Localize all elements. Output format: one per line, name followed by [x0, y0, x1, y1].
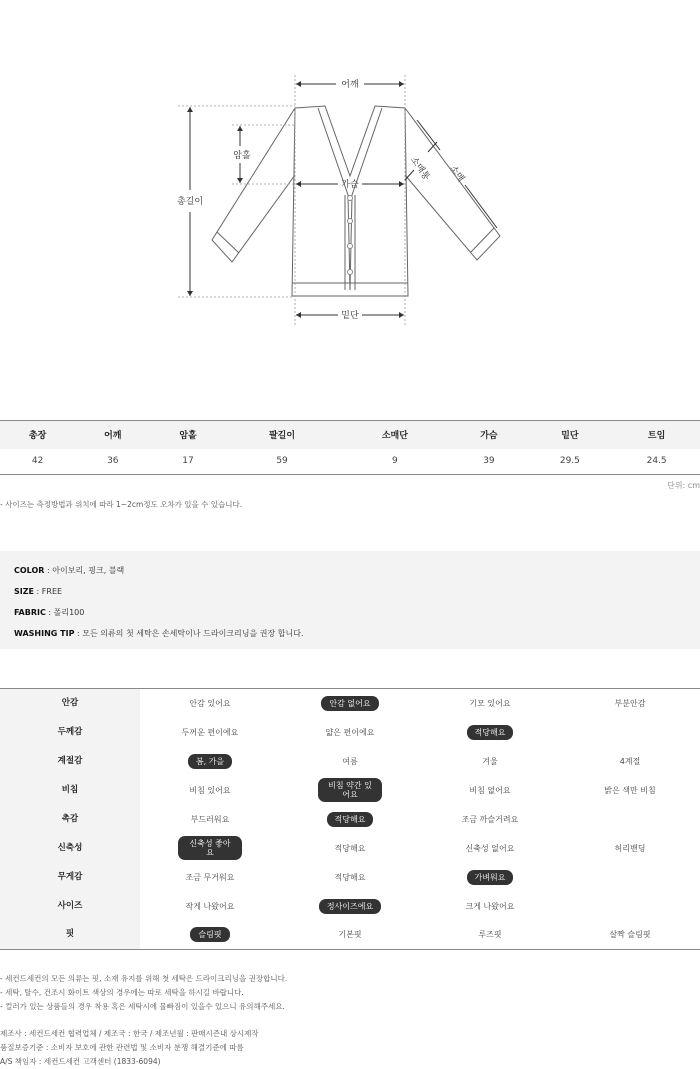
feature-option [140, 805, 280, 834]
size-table-header [0, 421, 700, 449]
feature-option [560, 776, 700, 805]
feature-option-selected [420, 863, 560, 892]
total-length-label: 총길이 [176, 197, 204, 207]
maker-line: 제조사 : 세컨드세컨 협력업체 / 제조국 : 한국 / 제조년월 : 판매시즌내 상시제작 [0, 1029, 259, 1038]
feature-option [560, 805, 700, 834]
guide-lines [178, 75, 405, 325]
value-cell: 59 [226, 449, 339, 475]
feature-option-text: 안감 없어요 [321, 696, 378, 711]
feature-label: 비침 [0, 776, 140, 805]
feature-option [560, 863, 700, 892]
feature-label: 핏 [0, 921, 140, 950]
feature-option-text: 부분안감 [614, 698, 646, 708]
feature-row [0, 863, 700, 892]
info-key: FABRIC [14, 608, 46, 617]
info-row-size [14, 585, 700, 606]
maker-info [0, 1027, 259, 1069]
feature-option-text: 밝은 색만 비침 [604, 785, 656, 795]
value-cell: 24.5 [613, 449, 700, 475]
value-cell: 17 [150, 449, 225, 475]
feature-option-selected [280, 892, 420, 921]
info-value: : FREE [34, 587, 63, 596]
cuff-label: 소매통 [408, 155, 432, 183]
feature-option [140, 718, 280, 747]
value-cell: 29.5 [527, 449, 614, 475]
feature-option [560, 834, 700, 863]
feature-option [140, 863, 280, 892]
feature-option-text: 겨울 [482, 756, 498, 766]
feature-option [560, 689, 700, 718]
feature-option-selected [140, 834, 280, 863]
feature-option [280, 921, 420, 950]
value-cell: 39 [451, 449, 526, 475]
chest-label: 가슴 [341, 180, 359, 190]
feature-option-text: 슬림핏 [190, 927, 229, 942]
shoulder-label: 어깨 [341, 80, 359, 90]
maker-line: A/S 책임자 : 세컨드세컨 고객센터 (1833-6094) [0, 1057, 161, 1066]
feature-row [0, 834, 700, 863]
info-value: : 모든 의류의 첫 세탁은 손세탁이나 드라이크리닝을 권장 합니다. [74, 629, 304, 638]
feature-option [280, 718, 420, 747]
maker-line: 품질보증기준 : 소비자 보호에 관한 관련법 및 소비자 분쟁 해결기준에 따름 [0, 1043, 244, 1052]
hem-label: 밑단 [341, 311, 359, 321]
feature-label: 촉감 [0, 805, 140, 834]
feature-option-text: 적당해요 [334, 843, 366, 853]
feature-option [560, 921, 700, 950]
feature-option-text: 비침 없어요 [469, 785, 511, 795]
header-cell: 밑단 [527, 421, 614, 449]
feature-option-selected [420, 718, 560, 747]
size-table [0, 420, 700, 475]
feature-option-text: 신축성 없어요 [465, 843, 515, 853]
header-cell: 소매단 [338, 421, 451, 449]
care-note: - 컬러가 있는 상품들의 경우 착용 혹은 세탁시에 물빠짐이 있을수 있으니 유의해주세요. [0, 1002, 285, 1011]
feature-option-text: 안감 있어요 [189, 698, 231, 708]
feature-option [140, 689, 280, 718]
size-table-row [0, 449, 700, 475]
header-cell: 팔길이 [226, 421, 339, 449]
feature-option [420, 747, 560, 776]
armhole-label: 암홀 [233, 151, 251, 161]
feature-option-text: 루즈핏 [478, 930, 502, 940]
unit-text: 단위: cm [667, 481, 700, 490]
feature-option-text: 비침 약간 있어요 [318, 778, 382, 802]
feature-option [420, 921, 560, 950]
feature-row [0, 747, 700, 776]
header-cell: 트임 [613, 421, 700, 449]
info-row-fabric [14, 606, 700, 627]
value-cell: 36 [75, 449, 150, 475]
feature-row [0, 689, 700, 718]
feature-option-selected [140, 747, 280, 776]
feature-option [560, 747, 700, 776]
header-cell: 가슴 [451, 421, 526, 449]
feature-option [140, 892, 280, 921]
feature-option [140, 776, 280, 805]
feature-option-text: 조금 까슬거려요 [461, 814, 519, 824]
care-note: - 세탁, 탈수, 건조시 화이트 색상의 경우에는 따로 세탁을 하시길 바랍니다. [0, 988, 244, 997]
sleeve-label: 소매 [447, 163, 466, 184]
feature-option [420, 805, 560, 834]
feature-label: 무게감 [0, 863, 140, 892]
info-value: : 아이보리, 핑크, 블랙 [44, 566, 125, 575]
feature-option [280, 863, 420, 892]
feature-row [0, 921, 700, 950]
product-info-box [0, 551, 700, 649]
feature-option-text: 비침 있어요 [189, 785, 231, 795]
feature-row [0, 718, 700, 747]
info-key: SIZE [14, 587, 35, 596]
feature-option-selected [280, 776, 420, 805]
feature-option-text: 두꺼운 편이에요 [181, 727, 239, 737]
info-key: WASHING TIP [14, 629, 75, 638]
feature-option-text: 적당해요 [334, 872, 366, 882]
feature-row [0, 892, 700, 921]
header-cell: 어깨 [75, 421, 150, 449]
feature-option-text: 기모 있어요 [469, 698, 511, 708]
feature-option-text: 살짝 슬림핏 [609, 930, 651, 940]
feature-option-text: 봄, 가을 [188, 754, 232, 769]
feature-option [560, 892, 700, 921]
feature-option-selected [140, 921, 280, 950]
feature-row [0, 805, 700, 834]
feature-label: 사이즈 [0, 892, 140, 921]
info-key: COLOR [14, 566, 45, 575]
feature-option [420, 776, 560, 805]
feature-label: 신축성 [0, 834, 140, 863]
feature-option-text: 크게 나왔어요 [465, 901, 515, 911]
feature-option-text: 신축성 좋아요 [178, 836, 242, 860]
feature-option-text: 기본핏 [338, 930, 362, 940]
feature-option-text: 정사이즈에요 [319, 899, 381, 914]
feature-label: 계절감 [0, 747, 140, 776]
info-row-washing [14, 627, 700, 648]
header-cell: 암홀 [150, 421, 225, 449]
feature-option-text: 조금 무거워요 [185, 872, 235, 882]
care-notes [0, 972, 287, 1014]
info-value: : 폴리100 [45, 608, 85, 617]
cardigan-outline [212, 106, 500, 296]
feature-option-text: 4계절 [619, 756, 641, 766]
feature-row [0, 776, 700, 805]
value-cell: 42 [0, 449, 75, 475]
value-cell: 9 [338, 449, 451, 475]
feature-option [420, 834, 560, 863]
feature-option [280, 834, 420, 863]
feature-option-text: 허리밴딩 [614, 843, 646, 853]
info-row-color [14, 564, 700, 585]
feature-option-selected [280, 805, 420, 834]
feature-option-text: 여름 [342, 756, 358, 766]
feature-option-selected [280, 689, 420, 718]
care-note: - 세컨드세컨의 모든 의류는 핏, 소재 유지를 위해 첫 세탁은 드라이크리닝을 권장합니다. [0, 974, 288, 983]
feature-option [560, 718, 700, 747]
feature-label: 두께감 [0, 718, 140, 747]
feature-option [280, 747, 420, 776]
arrows [190, 84, 497, 315]
feature-label: 안감 [0, 689, 140, 718]
feature-option-text: 작게 나왔어요 [185, 901, 235, 911]
feature-option [420, 689, 560, 718]
feature-table [0, 688, 700, 950]
header-cell: 총장 [0, 421, 75, 449]
feature-option [420, 892, 560, 921]
feature-option-text: 얇은 편이에요 [325, 727, 375, 737]
feature-option-text: 적당해요 [327, 812, 374, 827]
feature-option-text: 부드러워요 [190, 814, 230, 824]
size-note: - 사이즈는 측정방법과 위치에 따라 1~2cm정도 오차가 있을 수 있습니다. [0, 500, 243, 509]
feature-option-text: 적당해요 [467, 725, 514, 740]
measurement-diagram [0, 0, 700, 420]
feature-option-text: 가벼워요 [467, 870, 514, 885]
